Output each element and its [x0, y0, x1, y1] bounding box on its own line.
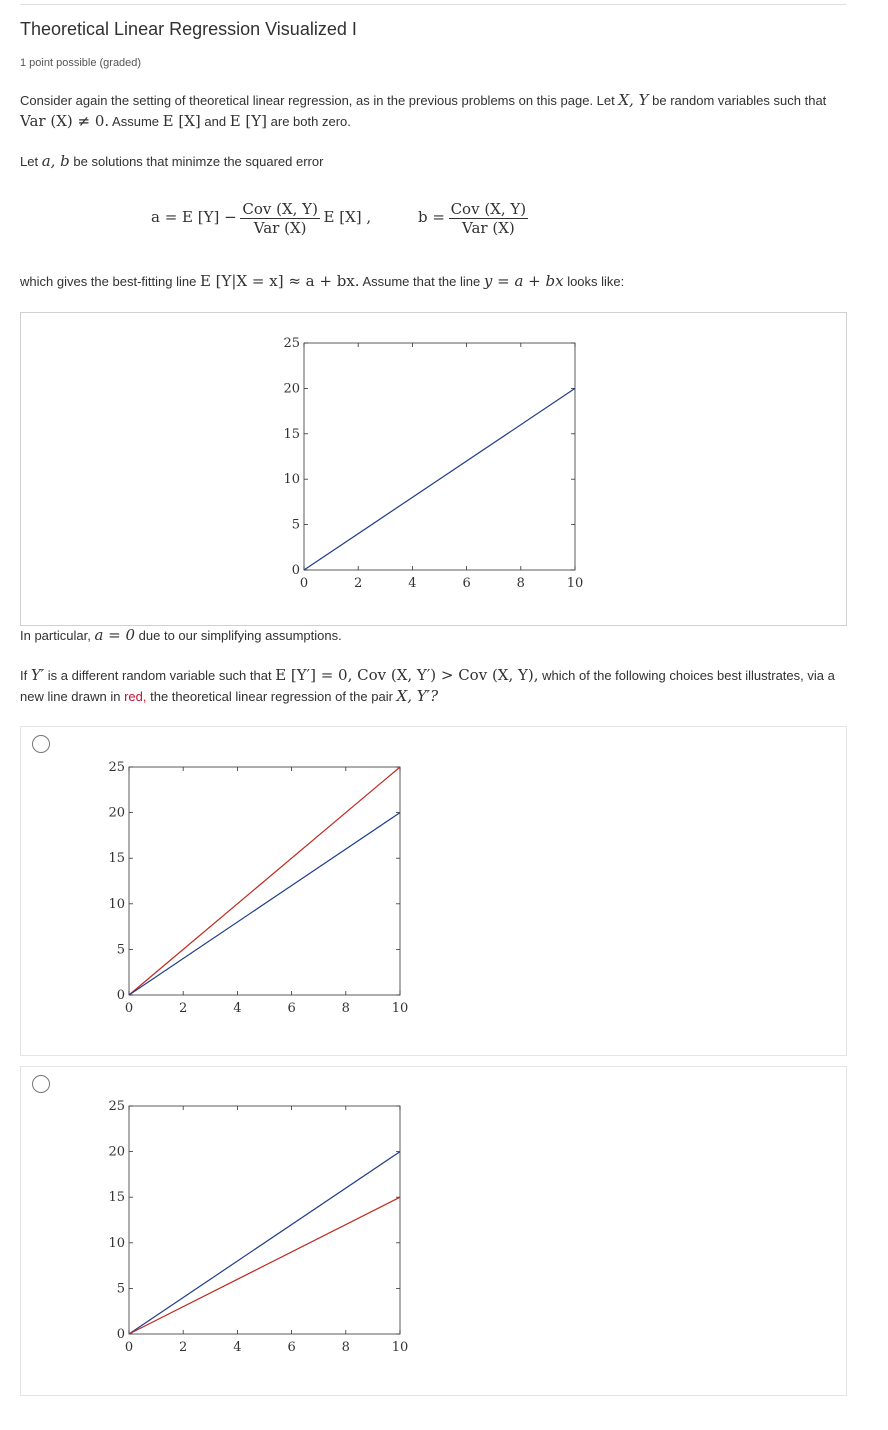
y-tick-label: 5: [116, 1281, 125, 1297]
y-tick-label: 10: [283, 472, 300, 488]
x-tick-label: 4: [408, 576, 417, 591]
best-fit-text-3: looks like:: [567, 274, 625, 289]
question-text-3: which of the following choices best illustrates, via a new line drawn in: [20, 668, 835, 704]
question-text-4: the theoretical linear regression of the pair: [150, 689, 393, 704]
question-yprime: Y′: [30, 666, 45, 684]
blue-regression-line: [304, 388, 575, 570]
plot-frame: [304, 343, 575, 570]
and-text: and: [204, 114, 227, 129]
ab-vars: a, b: [41, 152, 70, 170]
formula-b: [418, 200, 528, 237]
formula-b-numerator: Cov (X, Y): [450, 200, 527, 218]
particular-text-2: due to our simplifying assumptions.: [138, 628, 342, 643]
assume-text: Assume: [112, 114, 160, 129]
blue-regression-line: [129, 813, 400, 995]
intro-text-2: be random variables such that: [652, 93, 827, 108]
reference-figure: [20, 312, 847, 626]
question-paragraph: [20, 665, 850, 707]
points-label: 1 point possible (graded): [20, 57, 142, 69]
best-fit-line-expr: y = a + bx: [483, 272, 564, 290]
x-tick-label: 8: [341, 1340, 350, 1355]
var-x-expr: Var (X) ≠ 0.: [20, 112, 110, 130]
reference-chart: [21, 313, 846, 625]
intro-text-1: Consider again the setting of theoretical linear regression, as in the previous problems on this page. Let: [20, 93, 615, 108]
x-tick-label: 2: [179, 1340, 188, 1355]
x-tick-label: 6: [287, 1340, 296, 1355]
x-tick-label: 8: [341, 1001, 350, 1016]
option-2-radio[interactable]: [32, 1075, 50, 1093]
best-fit-paragraph: [20, 271, 850, 292]
formula-b-denominator: Var (X): [462, 219, 515, 237]
y-tick-label: 25: [108, 1099, 125, 1114]
x-tick-label: 0: [124, 1340, 134, 1355]
x-tick-label: 8: [516, 576, 525, 591]
y-tick-label: 15: [108, 851, 125, 867]
particular-text-1: In particular,: [20, 628, 91, 643]
x-tick-label: 0: [299, 576, 309, 591]
question-condition: E [Y′] = 0, Cov (X, Y′) > Cov (X, Y),: [275, 666, 539, 684]
y-tick-label: 10: [108, 1235, 125, 1251]
y-tick-label: 5: [116, 942, 125, 958]
let-ab-paragraph: [20, 151, 850, 172]
choice-option-2[interactable]: [20, 1066, 847, 1396]
formula-a-fraction: [240, 200, 320, 237]
y-tick-label: 20: [283, 381, 300, 397]
y-tick-label: 25: [108, 760, 125, 775]
y-tick-label: 10: [108, 896, 125, 912]
red-regression-line: [129, 767, 400, 995]
y-tick-label: 20: [108, 1144, 125, 1160]
x-tick-label: 4: [233, 1340, 242, 1355]
particular-paragraph: [20, 625, 850, 646]
formula-a-tail: E [X] ,: [323, 207, 372, 226]
let-text: Let: [20, 154, 39, 169]
x-tick-label: 10: [391, 1340, 409, 1355]
intro-vars: X, Y: [618, 91, 649, 109]
blue-regression-line: [129, 1152, 400, 1334]
x-tick-label: 10: [566, 576, 584, 591]
question-red-word: red,: [124, 689, 147, 704]
x-tick-label: 2: [179, 1001, 188, 1016]
question-text-2: is a different random variable such that: [47, 668, 272, 683]
option-1-radio[interactable]: [32, 735, 50, 753]
option-1-chart: [21, 727, 846, 1055]
particular-expr: a = 0: [94, 626, 136, 644]
formula-a: [151, 200, 371, 237]
y-tick-label: 0: [291, 563, 300, 578]
y-tick-label: 0: [116, 1327, 125, 1342]
formula-a-lhs: a = E [Y] −: [151, 207, 237, 226]
red-regression-line: [129, 1197, 400, 1334]
y-tick-label: 25: [283, 336, 300, 351]
formula-a-numerator: Cov (X, Y): [242, 200, 318, 218]
x-tick-label: 10: [391, 1001, 409, 1016]
best-fit-expr: E [Y|X = x] ≈ a + bx.: [199, 272, 360, 290]
formula-a-denominator: Var (X): [253, 219, 307, 237]
x-tick-label: 2: [354, 576, 363, 591]
question-pair: X, Y′?: [396, 687, 439, 705]
x-tick-label: 6: [462, 576, 471, 591]
question-text-1: If: [20, 668, 28, 683]
ex-expr: E [X]: [162, 112, 201, 130]
top-divider: [20, 4, 846, 5]
best-fit-text-1: which gives the best-fitting line: [20, 274, 197, 289]
x-tick-label: 0: [124, 1001, 134, 1016]
problem-title: Theoretical Linear Regression Visualized I: [20, 19, 357, 39]
ab-text: be solutions that minimze the squared error: [73, 154, 324, 169]
y-tick-label: 15: [283, 426, 300, 442]
best-fit-text-2: Assume that the line: [362, 274, 481, 289]
option-2-chart: [21, 1067, 846, 1395]
are-zero-text: are both zero.: [270, 114, 351, 129]
y-tick-label: 15: [108, 1190, 125, 1206]
ey-expr: E [Y]: [229, 112, 268, 130]
y-tick-label: 0: [116, 988, 125, 1003]
formula-b-lhs: b =: [418, 207, 445, 226]
formula-b-fraction: [449, 200, 529, 237]
intro-paragraph: [20, 90, 850, 132]
choice-option-1[interactable]: [20, 726, 847, 1056]
y-tick-label: 5: [291, 517, 300, 533]
y-tick-label: 20: [108, 805, 125, 821]
x-tick-label: 4: [233, 1001, 242, 1016]
x-tick-label: 6: [287, 1001, 296, 1016]
plot-frame: [129, 1106, 400, 1334]
